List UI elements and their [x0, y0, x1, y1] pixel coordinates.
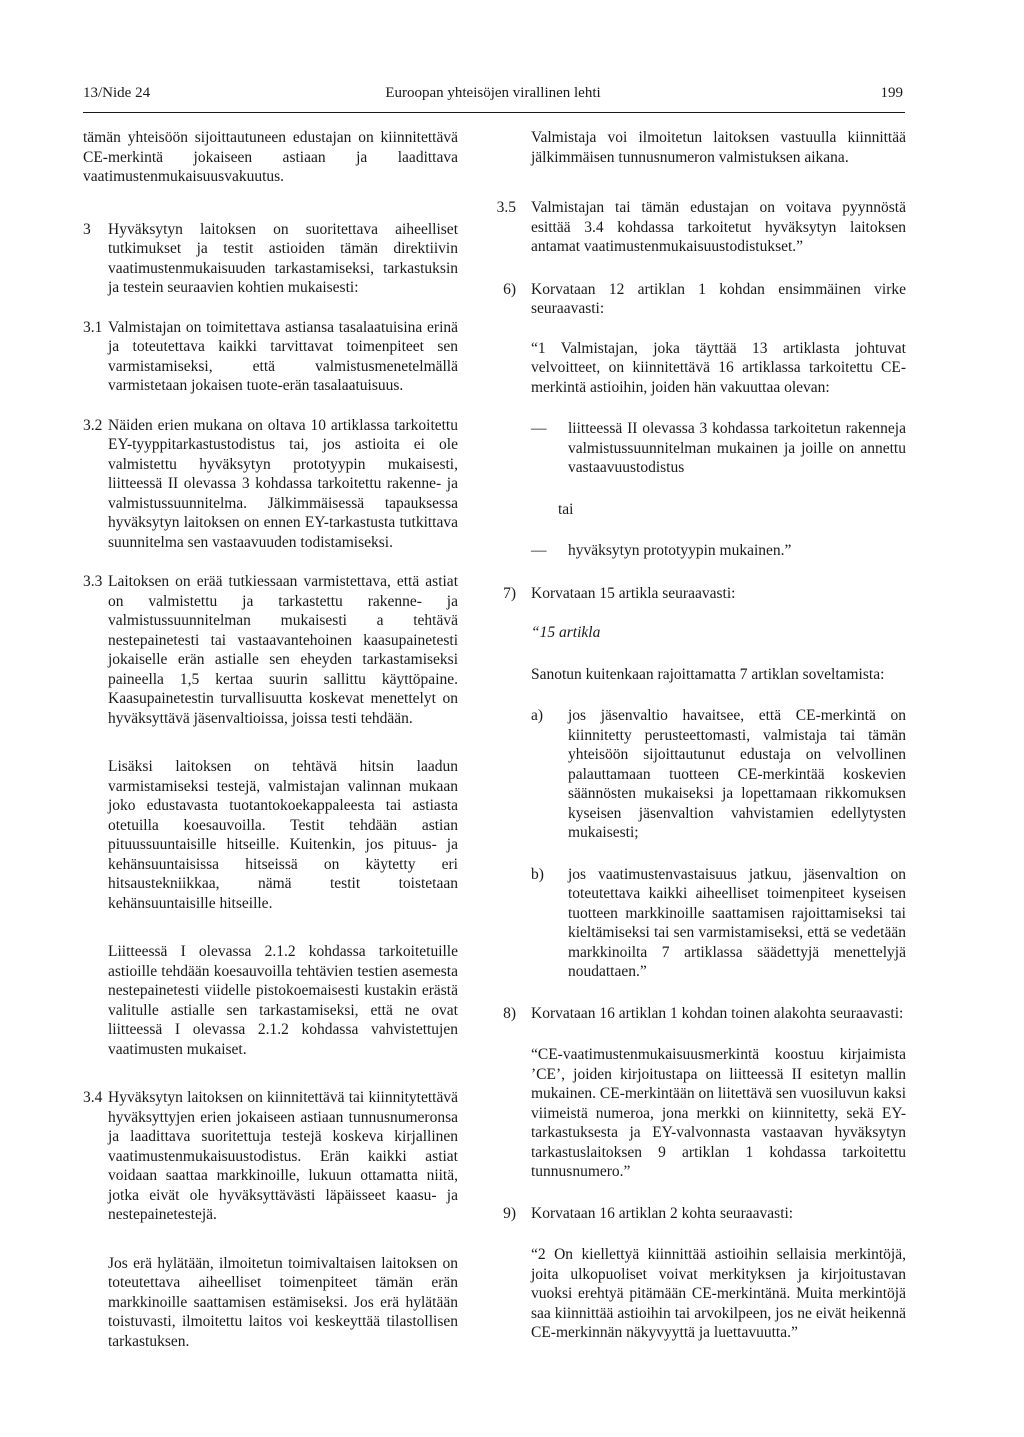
- item-number: 8): [503, 1004, 516, 1022]
- dash-symbol: —: [531, 542, 547, 559]
- subitem-b: [488, 865, 906, 982]
- item-6: [488, 280, 906, 319]
- section-text: Näiden erien mukana on oltava 10 artiklassa tarkoitettu EY-tyyppitarkastustodistus tai, jos astioita ei ole valmistettu hyväksytyn prototyypin mukaisesti, liitteessä II olevassa 3 kohdassa tarkoitettu rakenne- ja valmistussuunnitelma. Jälkimmäisessä tapauksessa hyväksytyn laitoksen on ennen EY-tarkastusta tutkittava suunnitelma sen vastaavuuden todistamiseksi.: [108, 416, 458, 551]
- section-3-4-rejection: Jos erä hylätään, ilmoitetun toimivaltaisen laitoksen on toteutettava aiheelliset toimenpiteet tämän erän markkinoille saattamisen estämiseksi. Jos erä hylätään toistuvasti, ilmoitettu laitos voi keskeyttää tilastollisen tarkastuksen.: [108, 1254, 458, 1350]
- issue-number: 13/Nide 24: [83, 85, 151, 101]
- subitem-a: [488, 706, 906, 843]
- section-text: Laitoksen on erää tutkiessaan varmistettava, että astiat on valmistettu ja tarkastettu rakenne- ja valmistussuunnitelman mukaisesti a tehtävä nestepainetesti tai vastaavantehoinen kaasupainetesti jokaiselle erän astialle sen eheyden tarkastamiseksi paineella 1,5 kertaa suurin sallittu käyttöpaine. Kaasupainetestin turvallisuutta koskevat menettelyt on hyväksyttävä jäsenvaltioissa, joissa testi tehdään.: [108, 573, 458, 727]
- section-number: 3: [83, 220, 91, 238]
- item-number: 6): [503, 280, 516, 298]
- dash-symbol: —: [531, 420, 547, 437]
- section-3-2: [83, 416, 458, 553]
- section-number: 3.3: [83, 573, 103, 590]
- left-column: [83, 128, 458, 1351]
- section-3-3-welds: Lisäksi laitoksen on tehtävä hitsin laadun varmistamiseksi testejä, valmistajan valinnan mukaan joko edustavasta tuotantokoekappaleesta tai astiasta otetuilla koesauvoilla. Testit tehdään astian pituussuuntaisille hitseille. Kuitenkin, jos pituus- ja kehänsuuntaisissa hitseissä on käytetty eri hitsaustekniikkaa, nämä testit toistetaan kehänsuuntaisille hitseille.: [108, 758, 458, 912]
- dash-item: [488, 419, 906, 478]
- item-text: Korvataan 16 artiklan 1 kohdan toinen alakohta seuraavasti:: [531, 1004, 904, 1022]
- item-8: [488, 1004, 906, 1024]
- dash-item: [488, 541, 906, 561]
- section-text: Valmistajan on toimitettava astiansa tasalaatuisina erinä ja toteutettava kaikki tarvittavat toimenpiteet sen varmistamiseksi, että valmistusmenetelmällä varmistetaan jokaisen tuote-erän tasalaatuisuus.: [108, 318, 458, 394]
- conjunction-tai: tai: [558, 500, 574, 518]
- page-number: 199: [880, 85, 903, 101]
- dash-text: hyväksytyn prototyypin mukainen.”: [568, 542, 792, 559]
- section-3-1: [83, 318, 458, 396]
- item-number: 7): [503, 584, 516, 602]
- item-9: [488, 1204, 906, 1224]
- item-number: 9): [503, 1204, 516, 1222]
- section-text: Hyväksytyn laitoksen on kiinnitettävä tai kiinnitytettävä hyväksyttyjen erien jokaiseen astiaan tunnusnumeronsa ja laadittava suoritettuja testejä koskeva kirjallinen vaatimustenmukaisuustodistus. Erän kaikki astiat voidaan saattaa markkinoille, lukuun ottamatta niitä, jotka eivät ole hyväksyttävästi läpäisseet kaasu- ja nestepainetestejä.: [108, 1089, 458, 1223]
- section-3: [83, 220, 458, 298]
- item-9-quote: “2 On kiellettyä kiinnittää astioihin sellaisia merkintöjä, joita ulkopuoliset voivat merkityksen ja kirjoitustavan vuoksi erehtyä pitämään CE-merkintänä. Muita merkintöjä saa kiinnittää astioihin tai arvokilpeen, jos ne eivät heikennä CE-merkinnän näkyvyyttä ja luettavuutta.”: [531, 1246, 906, 1341]
- subitem-text: jos jäsenvaltio havaitsee, että CE-merkintä on kiinnitetty perusteettomasti, valmistaja tai tämän yhteisöön sijoittautunut edustaja on velvollinen palauttamaan tuotteen CE-merkintää koskevien säännösten mukaiseksi ja lopettamaan rikkomuksen kyseisen jäsenvaltion vahvistamien edellytysten mukaisesti;: [568, 707, 906, 841]
- article-heading: “15 artikla: [531, 624, 601, 641]
- item-7: [488, 584, 906, 604]
- subitem-label: a): [531, 707, 544, 724]
- item-6-quote: “1 Valmistajan, joka täyttää 13 artiklasta johtuvat velvoitteet, on kiinnitettävä 16 artiklassa tarkoitettu CE-merkintä astioihin, joiden hän vakuuttaa olevan:: [531, 339, 906, 396]
- item-text: Korvataan 16 artiklan 2 kohta seuraavasti:: [531, 1204, 794, 1222]
- section-number: 3.4: [83, 1089, 103, 1106]
- section-3-3-pressure: Liitteessä I olevassa 2.1.2 kohdassa tarkoitetuille astioille tehdään koesauvoilla tehtävien testien asemesta nestepainetesti viidelle pistokoemaisesti kustakin erästä valitulle astialle sen tarkastamiseksi, että ne ovat liitteessä I olevassa 2.1.2 kohdassa vahvistettujen vaatimusten mukaiset.: [108, 943, 458, 1058]
- section-number: 3.1: [83, 318, 103, 336]
- item-7-intro: Sanotun kuitenkaan rajoittamatta 7 artiklan soveltamista:: [531, 665, 885, 683]
- paragraph: Valmistaja voi ilmoitetun laitoksen vastuulla kiinnittää jälkimmäisen tunnusnumeron valmistuksen aikana.: [531, 129, 906, 166]
- item-8-quote: “CE-vaatimustenmukaisuusmerkintä koostuu kirjaimista ’CE’, joiden kirjoitustapa on liitteessä II esitetyn mallin mukainen. CE-merkintään on liitettävä sen vuosiluvun kaksi viimeistä numeroa, jona merkki on kiinnitetty, sekä EY-tarkastuksesta ja EY-valvonnasta vastaavan hyväksytyn tarkastuslaitoksen 9 artiklan 1 kohdassa tarkoitettu tunnusnumero.”: [531, 1046, 906, 1180]
- header-rule: [83, 112, 905, 113]
- section-number: 3.5: [496, 199, 516, 216]
- subitem-text: jos vaatimustenvastaisuus jatkuu, jäsenvaltion on toteutettava kaikki aiheelliset toimenpiteet kyseisen tuotteen markkinoille saattamisen rajoittamiseksi tai kieltämiseksi tai sen varmistamiseksi, että se vedetään markkinoilta 7 artiklassa säädettyjä menettelyjä noudattaen.”: [568, 865, 906, 980]
- subitem-label: b): [531, 865, 544, 883]
- section-number: 3.2: [83, 416, 103, 434]
- page-header: [83, 85, 903, 111]
- section-3-4: [83, 1088, 458, 1225]
- item-text: Korvataan 15 artikla seuraavasti:: [531, 584, 736, 602]
- section-text: Hyväksytyn laitoksen on suoritettava aiheelliset tutkimukset ja testit astioiden tämän direktiivin vaatimustenmukaisuuden tarkastamiseksi, tarkastuksin ja testein seuraavien kohtien mukaisesti:: [108, 220, 458, 296]
- journal-title: Euroopan yhteisöjen virallinen lehti: [385, 85, 601, 101]
- item-text: Korvataan 12 artiklan 1 kohdan ensimmäinen virke seuraavasti:: [531, 280, 906, 317]
- paragraph: tämän yhteisöön sijoittautuneen edustajan on kiinnitettävä CE-merkintä jokaiseen astiaan ja laadittava vaatimustenmukaisuusvakuutus.: [83, 129, 458, 185]
- section-3-5: [488, 198, 906, 257]
- right-column: [488, 128, 906, 1343]
- dash-text: liitteessä II olevassa 3 kohdassa tarkoitetun rakenneja valmistussuunnitelman mukainen ja joille on annettu vastaavuustodistus: [568, 420, 906, 476]
- section-3-3: [83, 572, 458, 728]
- section-text: Valmistajan tai tämän edustajan on voitava pyynnöstä esittää 3.4 kohdassa tarkoitetut hyväksytyn laitoksen antamat vaatimustenmukaisuustodistukset.”: [531, 199, 906, 255]
